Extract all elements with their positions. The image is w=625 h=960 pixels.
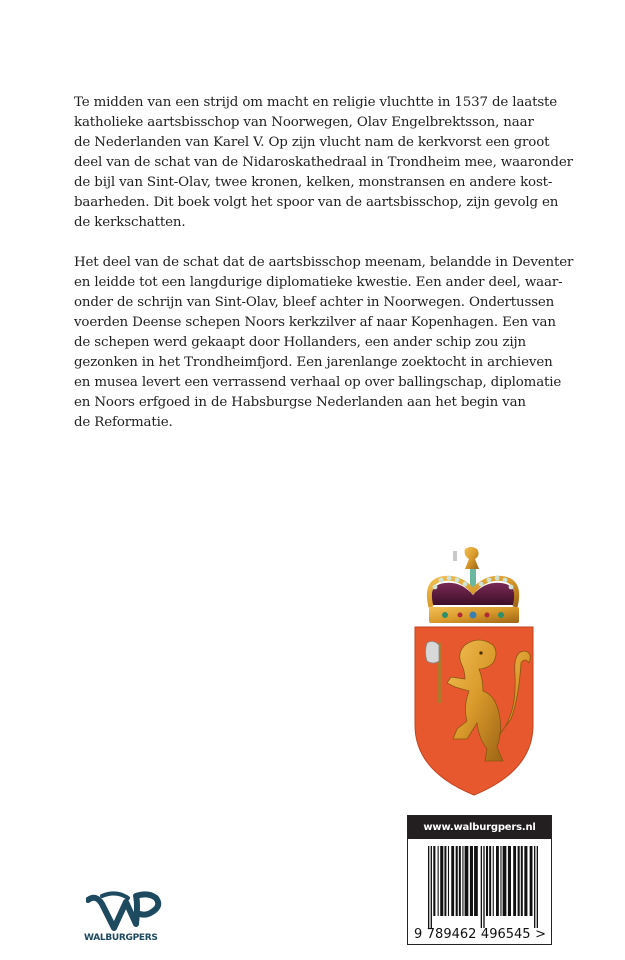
coat-of-arms-emblem (405, 545, 543, 797)
blurb-line: de Nederlanden van Karel V. Op zijn vlucht nam de kerkvorst een groot (74, 135, 550, 150)
blurb-line: katholieke aartsbisschop van Noorwegen, Olav Engelbrektsson, naar (74, 115, 534, 130)
blurb-line: voerden Deense schepen Noors kerkzilver af naar Kopenhagen. Een van (74, 315, 556, 330)
barcode-bar (530, 846, 533, 916)
barcode-bar (496, 846, 499, 916)
barcode-label (407, 815, 552, 945)
blurb-line: de bijl van Sint-Olav, twee kronen, kelken, monstransen en andere kost- (74, 175, 553, 190)
isbn-digits (413, 928, 547, 942)
barcode-bar (537, 846, 538, 928)
blurb-paragraph-1 (74, 93, 573, 233)
barcode-bar (428, 846, 429, 928)
barcode-bar (524, 846, 527, 916)
blurb-line: deel van de schat van de Nidaroskathedraal in Trondheim mee, waaronder (74, 155, 573, 170)
barcode-bar (518, 846, 520, 916)
blurb-line: Het deel van de schat dat de aartsbisschop meenam, belandde in Deventer (74, 255, 574, 270)
blurb-paragraph-2 (74, 253, 574, 433)
blurb-line: de schepen werd gekaapt door Hollanders, een ander schip zou zijn (74, 335, 526, 350)
publisher-logo (84, 890, 164, 948)
barcode-bar (481, 846, 482, 928)
barcode-bar (462, 846, 463, 916)
publisher-url: www.walburgpers.nl (408, 816, 551, 839)
blurb-line: gezonken in het Trondheimfjord. Een jarenlange zoektocht in archieven (74, 355, 553, 370)
barcode-bar (503, 846, 507, 916)
blurb-line: en Noors erfgoed in de Habsburgse Nederlanden aan het begin van (74, 395, 526, 410)
barcode-bar (489, 846, 491, 916)
barcode-bar (474, 846, 478, 916)
barcode-bar (451, 846, 454, 916)
isbn-prefix-digit: 9 (414, 927, 423, 942)
isbn-right-group: 496545 (480, 927, 531, 942)
barcode-bar (493, 846, 494, 916)
barcode-bar (433, 846, 435, 916)
barcode-bar (486, 846, 488, 916)
barcode-bar (438, 846, 439, 916)
blurb-line: en leidde tot een langdurige diplomatieke kwestie. Een ander deel, waar- (74, 275, 563, 290)
barcode-bar (448, 846, 449, 916)
barcode-bar (444, 846, 446, 916)
barcode-bar (431, 846, 432, 928)
publisher-name: WALBURGPERS (84, 933, 158, 943)
blurb-line: de kerkschatten. (74, 215, 186, 230)
back-cover-blurb (74, 93, 574, 433)
blurb-line: en musea levert een verrassend verhaal op over ballingschap, diplomatie (74, 375, 562, 390)
barcode-bar (456, 846, 458, 916)
blurb-line: onder de schrijn van Sint-Olav, bleef achter in Noorwegen. Ondertussen (74, 295, 555, 310)
barcode-bar (459, 846, 461, 916)
barcode-bar (465, 846, 469, 916)
blurb-line: baarheden. Dit boek volgt het spoor van de aartsbisschop, zijn gevolg en (74, 195, 559, 210)
quiet-zone-marker: > (535, 927, 546, 942)
barcode-bars (428, 846, 538, 928)
isbn-left-group: 789462 (426, 927, 477, 942)
barcode-bar (470, 846, 473, 916)
barcode-bar (534, 846, 535, 928)
wp-logo-icon (86, 890, 162, 932)
barcode-bar (508, 846, 511, 916)
blurb-line: Te midden van een strijd om macht en religie vluchtte in 1537 de laatste (74, 95, 558, 110)
barcode-bar (500, 846, 501, 916)
barcode-bar (483, 846, 484, 928)
blurb-line: de Reformatie. (74, 415, 173, 430)
barcode-bar (440, 846, 443, 916)
barcode-bar (521, 846, 523, 916)
barcode-bar (513, 846, 516, 916)
